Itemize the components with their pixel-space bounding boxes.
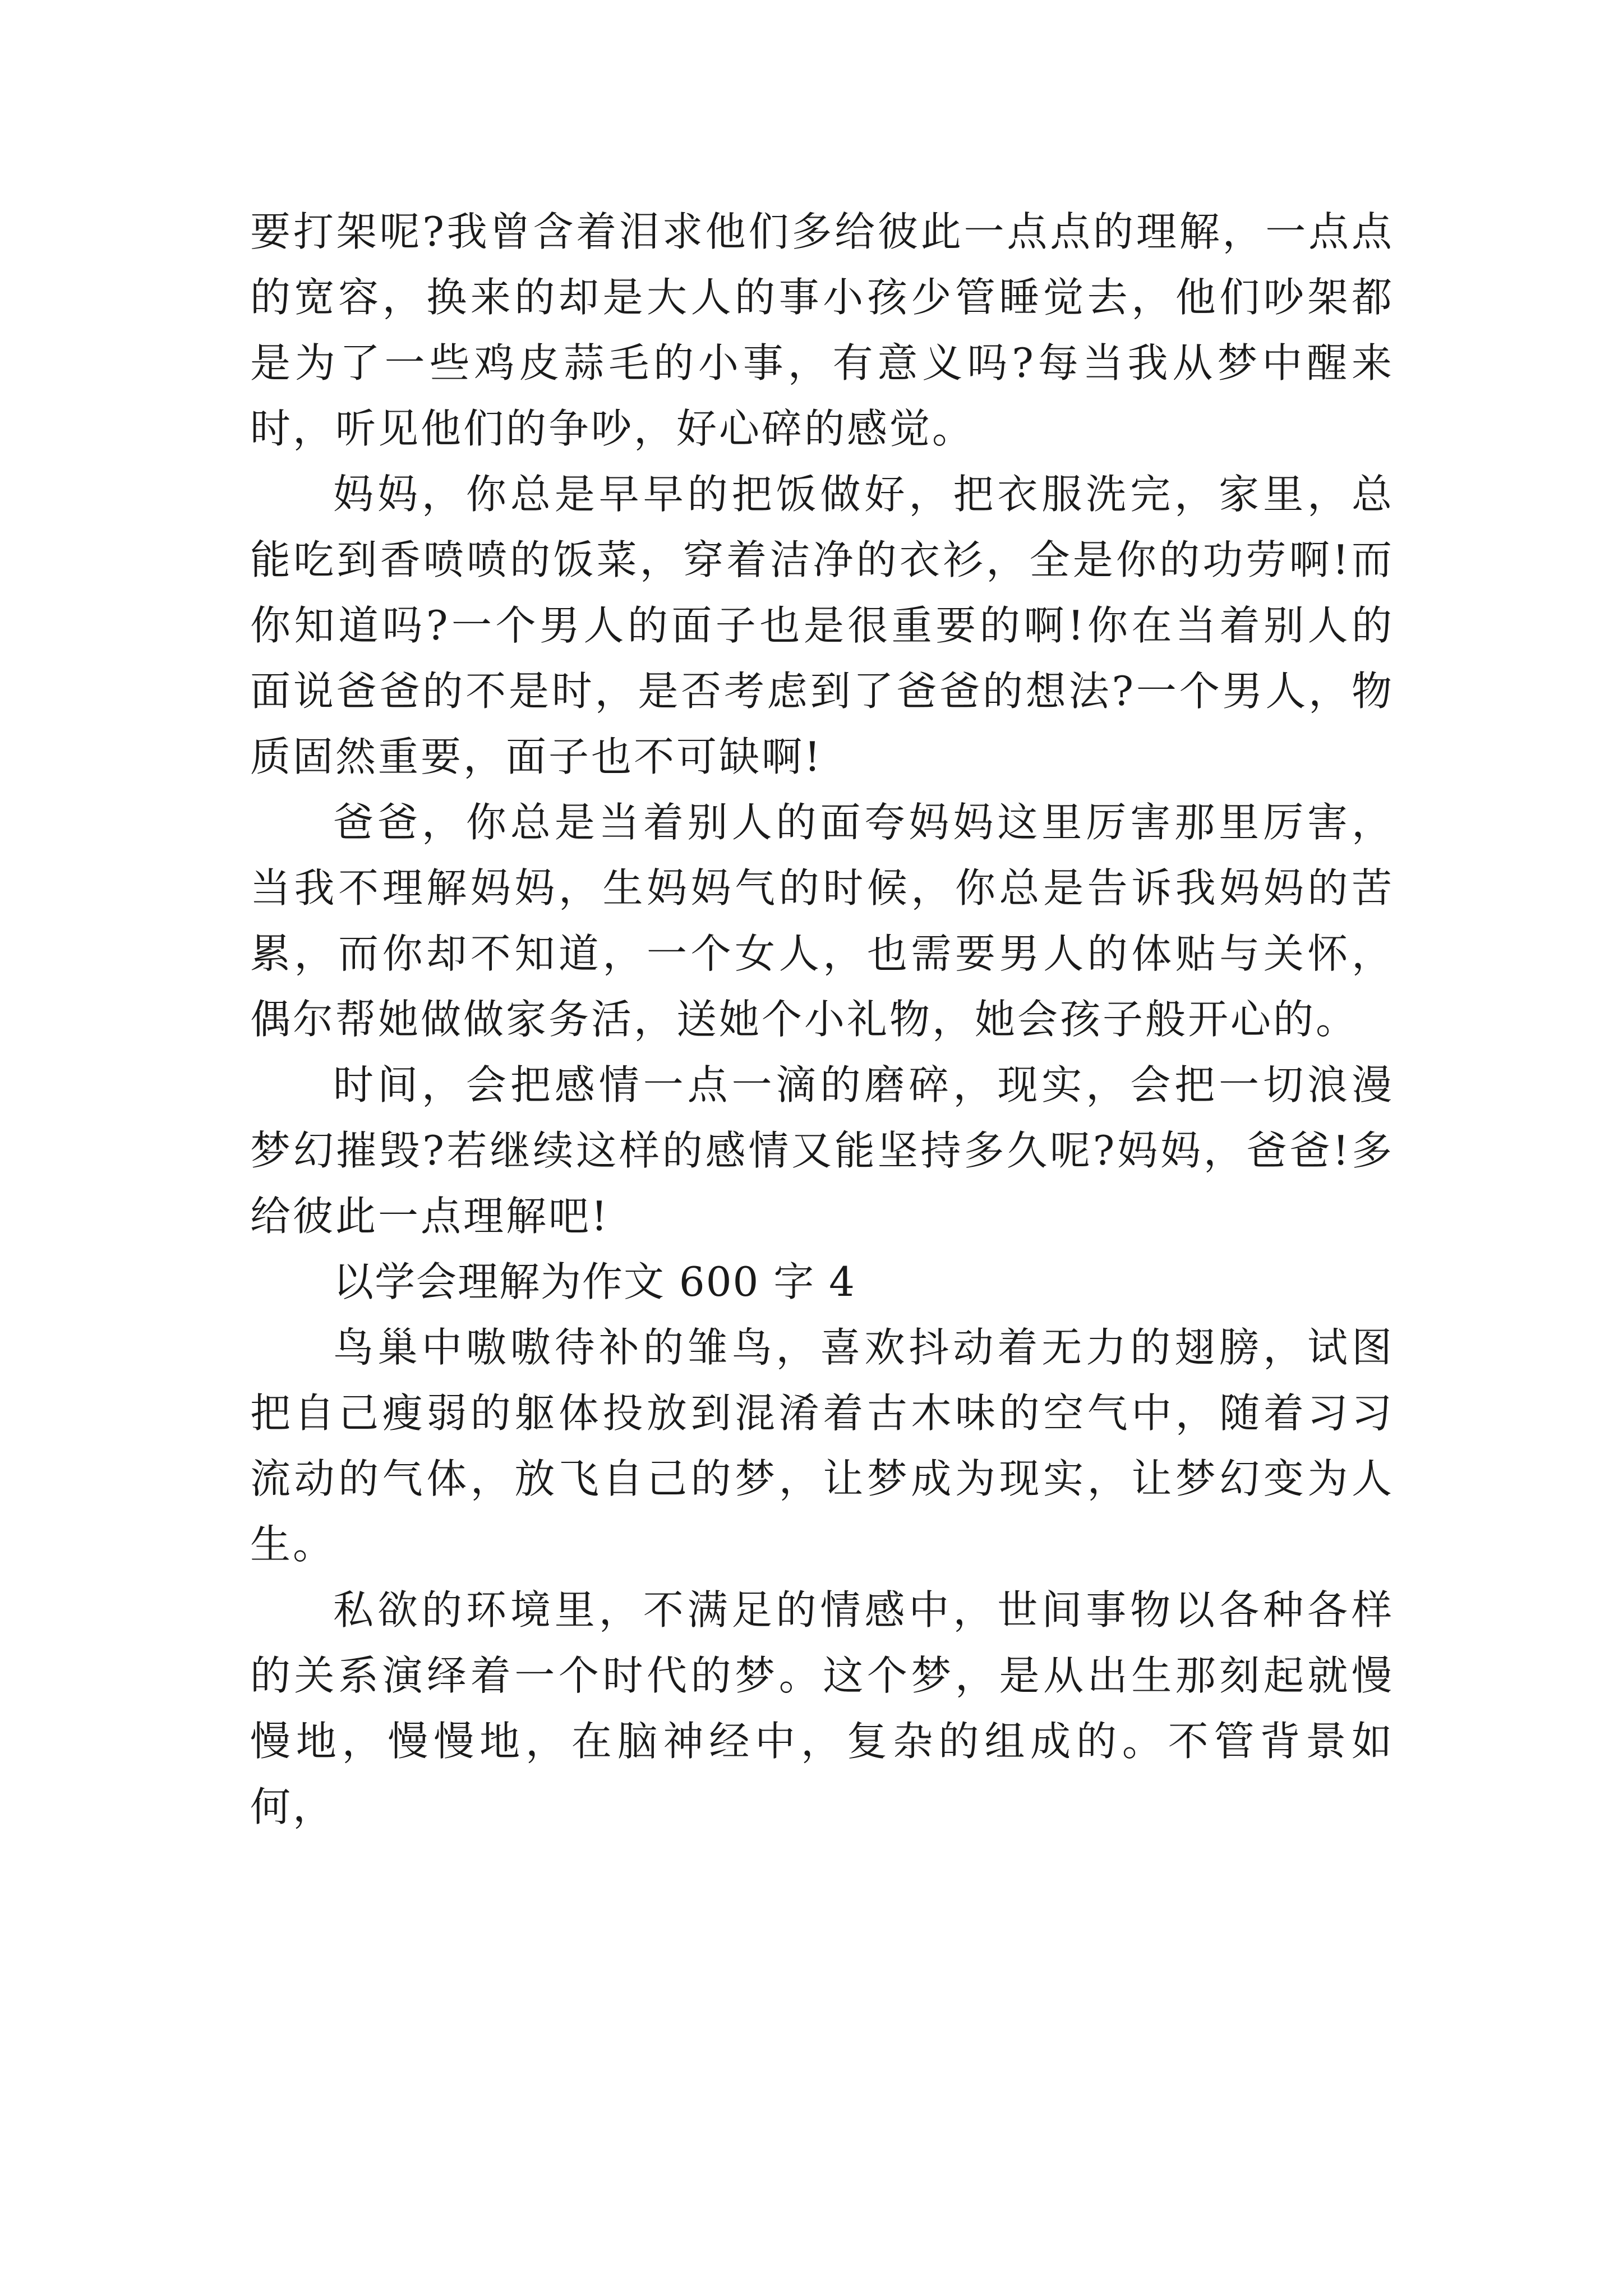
paragraph-bird-nest: 鸟巢中嗷嗷待补的雏鸟，喜欢抖动着无力的翅膀，试图把自己瘦弱的躯体投放到混淆着古木味的空气中，随着习习流动的气体，放飞自己的梦，让梦成为现实，让梦幻变为人生。 xyxy=(250,1324,1394,1568)
essay-heading: 以学会理解为作文 600 字 4 xyxy=(333,1258,856,1305)
document-body xyxy=(250,199,1394,1840)
paragraph-father: 爸爸，你总是当着别人的面夸妈妈这里厉害那里厉害，当我不理解妈妈，生妈妈气的时候，你总是告诉我妈妈的苦累，而你却不知道，一个女人，也需要男人的体贴与关怀，偶尔帮她做做家务活，送她个小礼物，她会孩子般开心的。 xyxy=(250,799,1394,1043)
paragraph-desire: 私欲的环境里，不满足的情感中，世间事物以各种各样的关系演绎着一个时代的梦。这个梦，是从出生那刻起就慢慢地，慢慢地，在脑神经中，复杂的组成的。不管背景如何， xyxy=(250,1586,1394,1830)
paragraph-continued: 要打架呢?我曾含着泪求他们多给彼此一点点的理解，一点点的宽容，换来的却是大人的事小孩少管睡觉去，他们吵架都是为了一些鸡皮蒜毛的小事，有意义吗?每当我从梦中醒来时，听见他们的争吵，好心碎的感觉。 xyxy=(250,208,1394,452)
paragraph-time: 时间，会把感情一点一滴的磨碎，现实，会把一切浪漫梦幻摧毁?若继续这样的感情又能坚持多久呢?妈妈，爸爸!多给彼此一点理解吧! xyxy=(250,1061,1394,1240)
paragraph-mother: 妈妈，你总是早早的把饭做好，把衣服洗完，家里，总能吃到香喷喷的饭菜，穿着洁净的衣衫，全是你的功劳啊!而你知道吗?一个男人的面子也是很重要的啊!你在当着别人的面说爸爸的不是时，是否考虑到了爸爸的想法?一个男人，物质固然重要，面子也不可缺啊! xyxy=(250,471,1394,780)
